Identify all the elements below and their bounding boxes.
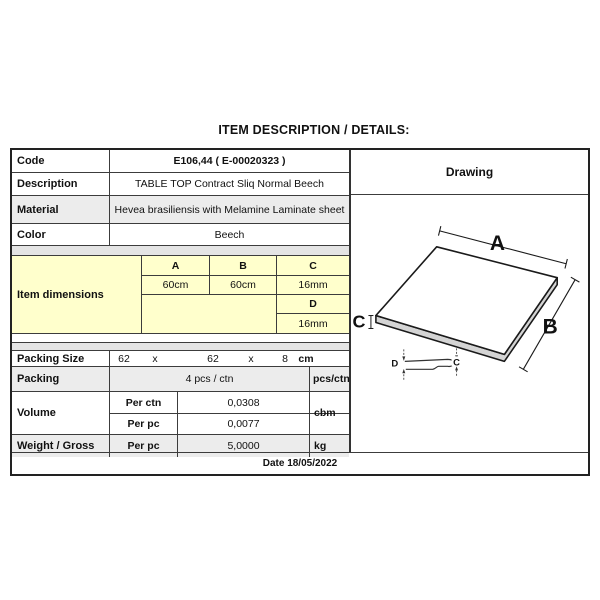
- volume-unit: cbm: [314, 407, 336, 419]
- dim-header-d: D: [277, 295, 349, 314]
- volume-key-pc: Per pc: [110, 414, 178, 434]
- material-label: Material: [12, 196, 110, 223]
- spec-table-main: [12, 150, 588, 452]
- volume-value-ctn: 0,0308: [178, 392, 310, 413]
- dim-label-a: A: [489, 231, 505, 255]
- packing-size-x1: x: [152, 352, 158, 365]
- tabletop-drawing: [351, 195, 588, 452]
- dim-label-c: C: [352, 311, 366, 332]
- spec-table: [10, 148, 590, 476]
- packing-size-unit: cm: [298, 352, 314, 365]
- code-label: Code: [12, 150, 110, 172]
- weight-key: Per pc: [110, 435, 178, 457]
- dim-value-a: 60cm: [142, 276, 210, 294]
- row-code: [12, 150, 349, 173]
- packing-size-x2: x: [248, 352, 254, 365]
- volume-label: Volume: [12, 392, 110, 434]
- dim-header-b: B: [210, 256, 277, 275]
- spec-left-section: [12, 150, 349, 452]
- profile-label-c: C: [453, 357, 461, 369]
- drawing-header: Drawing: [351, 150, 588, 195]
- volume-key-ctn: Per ctn: [110, 392, 178, 413]
- code-value: E106,44 ( E-00020323 ): [173, 155, 286, 167]
- slab-top-face: [376, 247, 557, 355]
- spacer-white: [12, 334, 349, 343]
- dim-header-a: A: [142, 256, 210, 275]
- date-text: Date 18/05/2022: [262, 458, 338, 469]
- row-packing-size: [12, 351, 349, 367]
- drawing-area: [351, 195, 588, 452]
- profile-label-d: D: [391, 358, 399, 370]
- packing-size-label: Packing Size: [12, 351, 110, 366]
- date-row: [12, 452, 588, 474]
- item-dimensions-grid: [142, 256, 349, 333]
- dim-merged-empty: [142, 295, 277, 333]
- packing-size-d: 62: [207, 352, 219, 365]
- weight-label: Weight / Gross: [12, 435, 110, 457]
- color-label: Color: [12, 224, 110, 245]
- row-material: [12, 196, 349, 224]
- description-label: Description: [12, 173, 110, 195]
- dim-value-d: 16mm: [298, 317, 328, 330]
- packing-size-value: [110, 351, 349, 366]
- dim-value-c: 16mm: [298, 279, 328, 291]
- packing-size-w: 62: [118, 352, 130, 365]
- edge-profile-outline: [405, 359, 454, 369]
- row-volume: [12, 392, 349, 435]
- spacer-band-bottom: [12, 343, 349, 351]
- profile-arrow-d-top: [402, 356, 405, 360]
- material-value: Hevea brasiliensis with Melamine Laminate sheet: [114, 203, 345, 216]
- volume-value-pc: 0,0077: [178, 414, 310, 434]
- row-packing: [12, 367, 349, 392]
- weight-unit: kg: [314, 440, 327, 452]
- dim-value-b: 60cm: [210, 276, 277, 294]
- description-value: TABLE TOP Contract Sliq Normal Beech: [135, 178, 324, 190]
- weight-value: 5,0000: [178, 435, 310, 457]
- profile-arrow-d-bottom: [402, 369, 405, 373]
- packing-value: 4 pcs / ctn: [110, 367, 310, 391]
- page-title: ITEM DESCRIPTION / DETAILS:: [218, 123, 410, 137]
- thickness-tick-c: [368, 316, 373, 329]
- drawing-panel: [349, 150, 588, 452]
- packing-label: Packing: [12, 367, 110, 391]
- item-dimensions-label: Item dimensions: [12, 256, 142, 333]
- row-description: [12, 173, 349, 196]
- dim-header-c: C: [309, 259, 317, 272]
- spacer-band-top: [12, 246, 349, 256]
- packing-unit: pcs/ctn: [313, 373, 350, 385]
- dim-label-b: B: [542, 315, 558, 339]
- row-color: [12, 224, 349, 246]
- packing-size-h: 8: [282, 352, 288, 365]
- color-value: Beech: [214, 228, 245, 241]
- item-dimensions-block: [12, 256, 349, 334]
